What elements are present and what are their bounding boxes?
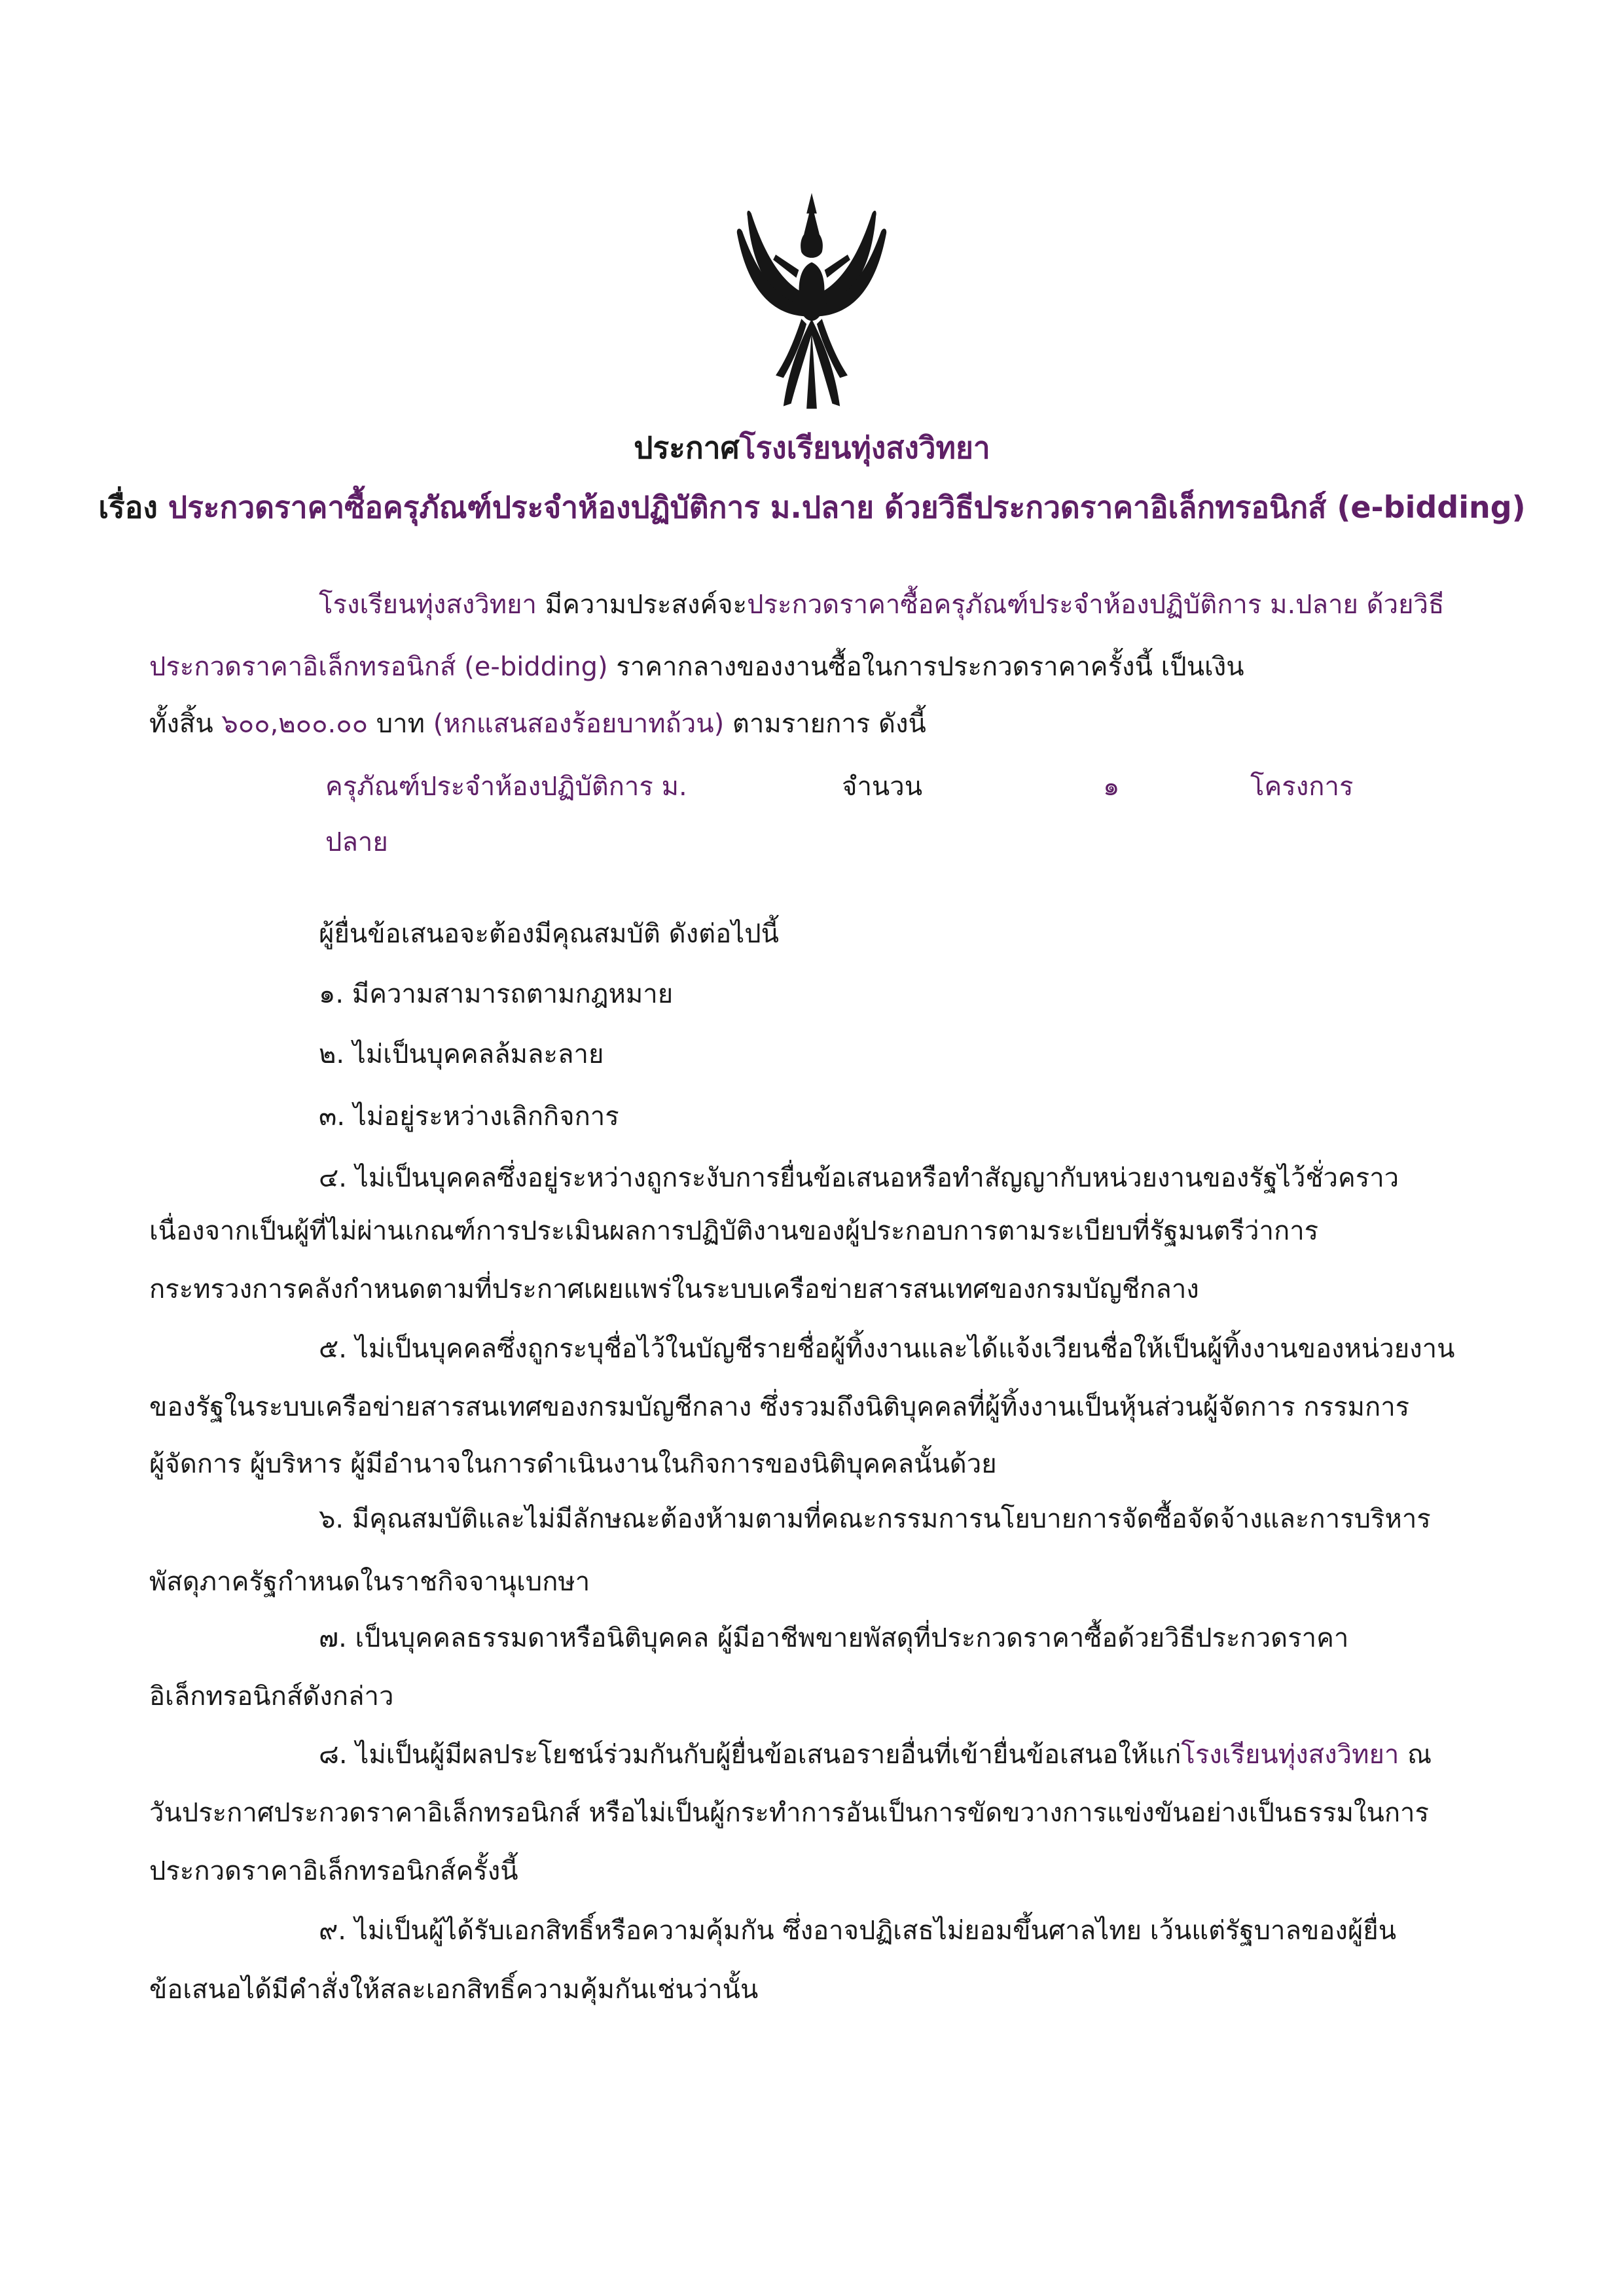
qualification-line: ๓. ไม่อยู่ระหว่างเลิกกิจการ bbox=[319, 1102, 619, 1132]
title-school-name: โรงเรียนทุ่งสงวิทยา bbox=[739, 430, 990, 465]
subject-label: เรื่อง bbox=[98, 490, 168, 525]
intro-line-3 bbox=[149, 708, 926, 740]
qualification-line: กระทรวงการคลังกำหนดตามที่ประกาศเผยแพร่ในระบบเครือข่ายสารสนเทศของกรมบัญชีกลาง bbox=[149, 1274, 1199, 1304]
total-amount: ๖๐๐,๒๐๐.๐๐ bbox=[221, 709, 369, 739]
qualification-line: ๗. เป็นบุคคลธรรมดาหรือนิติบุคคล ผู้มีอาชีพขายพัสดุที่ประกวดราคาซื้อด้วยวิธีประกวดราคา bbox=[319, 1623, 1349, 1653]
qualification-line: ๖. มีคุณสมบัติและไม่มีลักษณะต้องห้ามตามที่คณะกรรมการนโยบายการจัดซื้อจัดจ้างและการบริหาร bbox=[319, 1504, 1431, 1534]
qualification-line: ๙. ไม่เป็นผู้ได้รับเอกสิทธิ์หรือความคุ้มกัน ซึ่งอาจปฏิเสธไม่ยอมขึ้นศาลไทย เว้นแต่รัฐบาลของผู้ยื่น bbox=[319, 1916, 1397, 1946]
qualification-line: เนื่องจากเป็นผู้ที่ไม่ผ่านเกณฑ์การประเมินผลการปฏิบัติงานของผู้ประกอบการตามระเบียบที่รัฐมนตรีว่าการ bbox=[149, 1216, 1319, 1246]
item-quantity-label: จำนวน bbox=[842, 772, 923, 802]
qualification-line: ประกวดราคาอิเล็กทรอนิกส์ครั้งนี้ bbox=[149, 1856, 518, 1886]
qualification-line: พัสดุภาครัฐกำหนดในราชกิจจานุเบกษา bbox=[149, 1567, 590, 1597]
as-follows-label: ตามรายการ ดังนี้ bbox=[724, 709, 926, 739]
qualification-line: อิเล็กทรอนิกส์ดังกล่าว bbox=[149, 1681, 394, 1712]
qualification-line: ของรัฐในระบบเครือข่ายสารสนเทศของกรมบัญชีกลาง ซึ่งรวมถึงนิติบุคคลที่ผู้ทิ้งงานเป็นหุ้นส่วนผู้จัดการ กรรมการ bbox=[149, 1392, 1410, 1422]
baht-label: บาท bbox=[368, 709, 433, 739]
intro-line-2 bbox=[149, 651, 1244, 683]
qualification-line: วันประกาศประกวดราคาอิเล็กทรอนิกส์ หรือไม่เป็นผู้กระทำการอันเป็นการขัดขวางการแข่งขันอย่างเป็นธรรมในการ bbox=[149, 1798, 1429, 1828]
intro-line-2-tail: ราคากลางของงานซื้อในการประกวดราคาครั้งนี้ เป็นเงิน bbox=[607, 652, 1244, 682]
intro-school-name: โรงเรียนทุ่งสงวิทยา bbox=[319, 590, 537, 620]
qualification-8-tail: ณ bbox=[1399, 1740, 1432, 1770]
qualification-8-school-name: โรงเรียนทุ่งสงวิทยา bbox=[1181, 1740, 1399, 1770]
item-name-line-2: ปลาย bbox=[325, 827, 388, 857]
item-unit: โครงการ bbox=[1250, 772, 1354, 802]
qualification-line: ๑. มีความสามารถตามกฎหมาย bbox=[319, 979, 674, 1009]
qualification-line: ๔. ไม่เป็นบุคคลซึ่งอยู่ระหว่างถูกระงับการยื่นข้อเสนอหรือทำสัญญากับหน่วยงานของรัฐไว้ชั่วคราว bbox=[319, 1163, 1399, 1193]
item-name-line-1: ครุภัณฑ์ประจำห้องปฏิบัติการ ม. bbox=[325, 772, 687, 802]
intro-line-1-middle: มีความประสงค์จะ bbox=[537, 590, 748, 620]
subject-line bbox=[0, 489, 1624, 527]
qualification-line: ๒. ไม่เป็นบุคคลล้มละลาย bbox=[319, 1039, 604, 1069]
qualification-line: ผู้จัดการ ผู้บริหาร ผู้มีอำนาจในการดำเนินงานในกิจการของนิติบุคคลนั้นด้วย bbox=[149, 1449, 997, 1479]
item-quantity-value: ๑ bbox=[1103, 772, 1120, 802]
qualification-line: ๕. ไม่เป็นบุคคลซึ่งถูกระบุชื่อไว้ในบัญชีรายชื่อผู้ทิ้งงานและได้แจ้งเวียนชื่อให้เป็นผู้ทิ้งงานของหน่วยงาน bbox=[319, 1334, 1455, 1364]
intro-line-1 bbox=[319, 588, 1444, 621]
subject-text: ประกวดราคาซื้อครุภัณฑ์ประจำห้องปฏิบัติการ ม.ปลาย ด้วยวิธีประกวดราคาอิเล็กทรอนิกส์ (e-bidding) bbox=[168, 490, 1526, 525]
intro-line-2-head: ประกวดราคาอิเล็กทรอนิกส์ (e-bidding) bbox=[149, 652, 608, 682]
title-announce-prefix: ประกาศ bbox=[634, 430, 740, 465]
page-title bbox=[0, 429, 1624, 467]
garuda-emblem-icon bbox=[709, 190, 914, 422]
total-amount-words: (หกแสนสองร้อยบาทถ้วน) bbox=[433, 709, 725, 739]
qualification-line: ข้อเสนอได้มีคำสั่งให้สละเอกสิทธิ์ความคุ้มกันเช่นว่านั้น bbox=[149, 1975, 759, 2005]
qualifications-heading: ผู้ยื่นข้อเสนอจะต้องมีคุณสมบัติ ดังต่อไปนี้ bbox=[319, 919, 779, 949]
qualification-line-8 bbox=[319, 1738, 1432, 1771]
intro-line-1-tail: ประกวดราคาซื้อครุภัณฑ์ประจำห้องปฏิบัติการ ม.ปลาย ด้วยวิธี bbox=[747, 590, 1445, 620]
qualification-8-head: ๘. ไม่เป็นผู้มีผลประโยชน์ร่วมกันกับผู้ยื่นข้อเสนอรายอื่นที่เข้ายื่นข้อเสนอให้แก่ bbox=[319, 1740, 1182, 1770]
total-label: ทั้งสิ้น bbox=[149, 709, 222, 739]
